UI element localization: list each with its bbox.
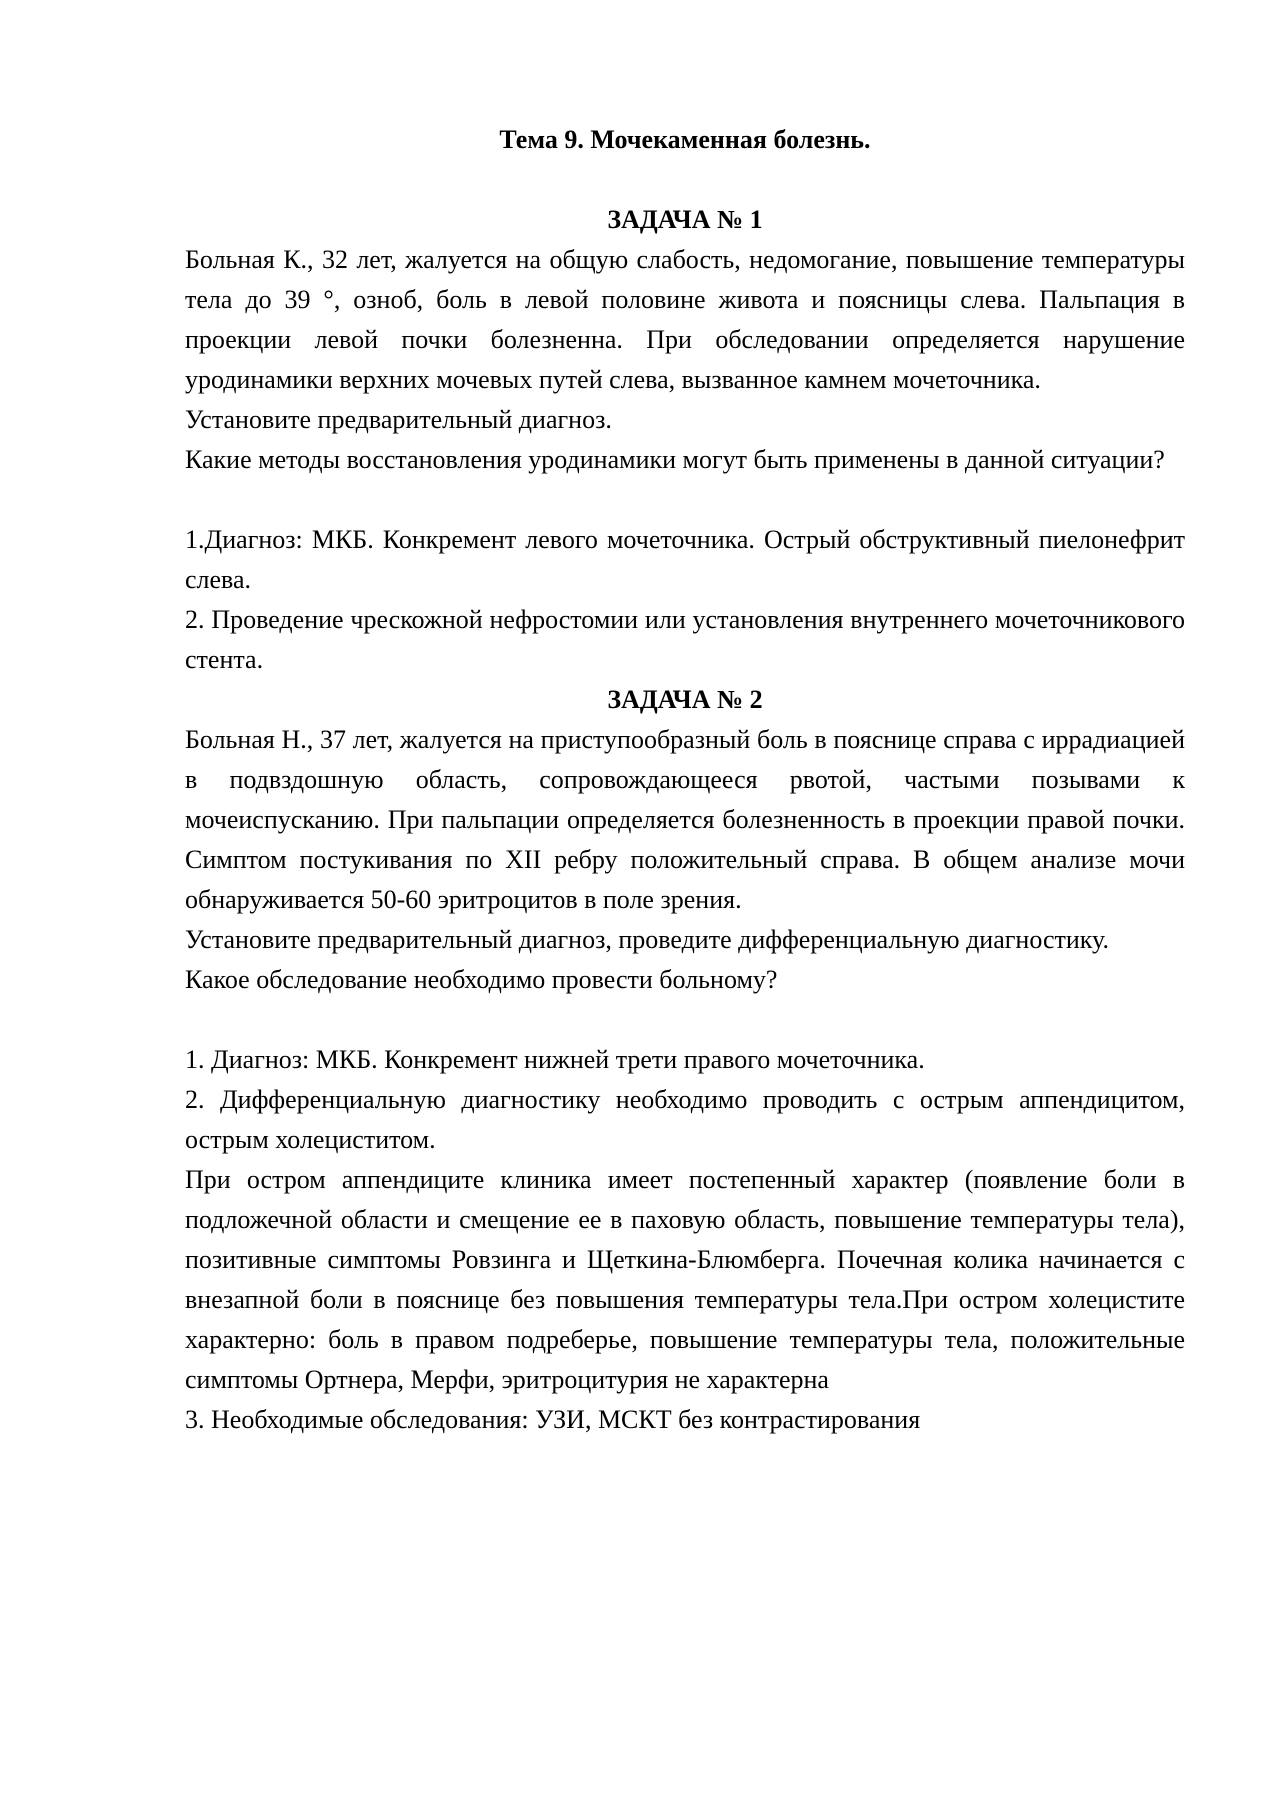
task-2-answer-2: 2. Дифференциальную диагностику необходимо проводить с острым аппендицитом, острым холециститом. — [185, 1085, 1185, 1154]
task-2-question-2: Какое обследование необходимо провести больному? — [185, 965, 778, 994]
task-2-answer-2-detail: При остром аппендиците клиника имеет постепенный характер (появление боли в подложечной области и смещение ее в паховую область, повышение температуры тела), позитивные симптомы Ровзинга и Щеткина-Блюмберга. Почечная колика начинается с внезапной боли в пояснице без повышения температуры тела.При остром холецистите характерно: боль в правом подреберье, повышение температуры тела, положительные симптомы Ортнера, Мерфи, эритроцитурия не характерна — [185, 1165, 1185, 1394]
document-title: Тема 9. Мочекаменная болезнь. — [499, 125, 871, 154]
task-2-answer-3: 3. Необходимые обследования: УЗИ, МСКТ без контрастирования — [185, 1405, 921, 1434]
spacer — [185, 1000, 1185, 1040]
task-1-heading: ЗАДАЧА № 1 — [607, 205, 763, 234]
task-1-answer-2: 2. Проведение чрескожной нефростомии или установления внутреннего мочеточникового стента. — [185, 605, 1185, 674]
spacer — [185, 480, 1185, 520]
task-2-answer-1: 1. Диагноз: МКБ. Конкремент нижней трети правого мочеточника. — [185, 1045, 925, 1074]
task-2-case: Больная Н., 37 лет, жалуется на приступообразный боль в пояснице справа с иррадиацией в подвздошную область, сопровождающееся рвотой, частыми позывами к мочеиспусканию. При пальпации определяется болезненность в проекции правой почки. Симптом постукивания по XII ребру положительный справа. В общем анализе мочи обнаруживается 50-60 эритроцитов в поле зрения. — [185, 725, 1185, 914]
task-1-question-2: Какие методы восстановления уродинамики могут быть применены в данной ситуации? — [185, 445, 1165, 474]
task-2-heading: ЗАДАЧА № 2 — [607, 685, 763, 714]
spacer — [185, 160, 1185, 200]
task-1-question-1: Установите предварительный диагноз. — [185, 405, 612, 434]
task-1-answer-1: 1.Диагноз: МКБ. Конкремент левого мочеточника. Острый обструктивный пиелонефрит слева. — [185, 525, 1185, 594]
task-1-case: Больная К., 32 лет, жалуется на общую слабость, недомогание, повышение температуры тела до 39 °, озноб, боль в левой половине живота и поясницы слева. Пальпация в проекции левой почки болезненна. При обследовании определяется нарушение уродинамики верхних мочевых путей слева, вызванное камнем мочеточника. — [185, 245, 1185, 394]
task-2-question-1: Установите предварительный диагноз, проведите дифференциальную диагностику. — [185, 925, 1109, 954]
document-body — [185, 120, 1185, 1440]
